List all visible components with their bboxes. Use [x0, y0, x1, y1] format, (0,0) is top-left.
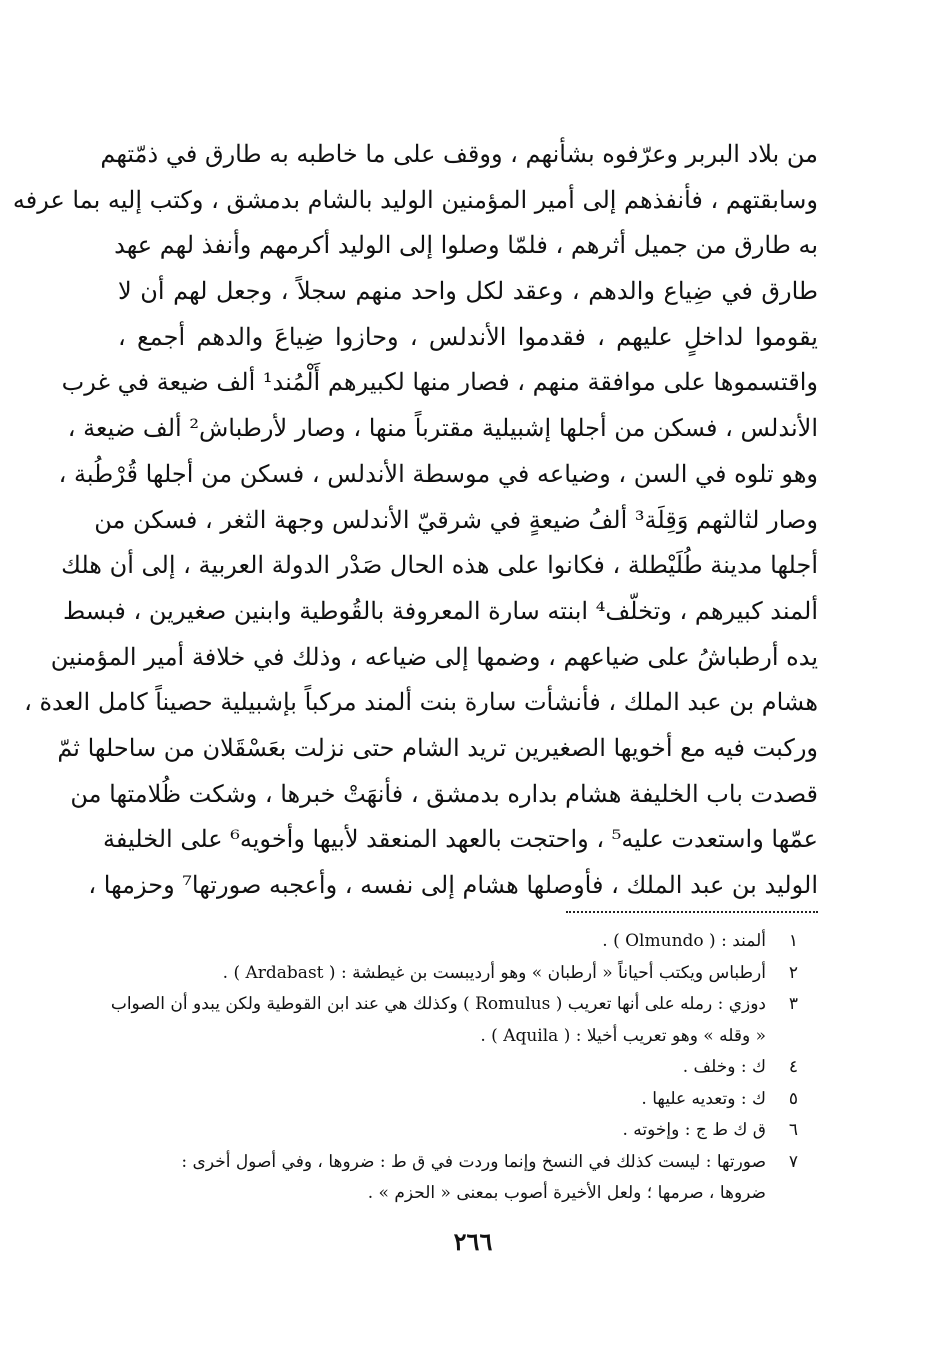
- footnote-text: ق ك ط ج : وإخوته .: [622, 1120, 766, 1140]
- footnote-number: ٧: [788, 1151, 798, 1172]
- footnote-continuation: « وقله » وهو تعريب أخيلا : ( Aquila ) .: [480, 1025, 766, 1046]
- footnote-number: ٦: [788, 1120, 798, 1140]
- footnote: [110, 989, 798, 1021]
- body-line: أجلها مدينة طُلَيْطلة ، فكانوا على هذه الحال صَدْر الدولة العربية ، إلى أن هلك: [61, 551, 818, 580]
- footnote: [118, 1115, 798, 1147]
- footnote: [118, 926, 798, 958]
- footnote-text: صورتها : ليست كذلك في النسخ وإنما وردت في ق ط : ضروها ، وفي أصول أخرى :: [181, 1151, 766, 1172]
- page-number: ٢٦٦: [453, 1227, 493, 1256]
- footnotes: [110, 926, 798, 1210]
- footnote-text: ك : وتعديه عليها .: [641, 1088, 766, 1109]
- footnote-text: ألمند : ( Olmundo ) .: [602, 931, 766, 951]
- body-line: وصار لثالثهم وَقِلَة³ ألفُ ضيعةٍ في شرقيّ الأندلس وجهة الثغر ، فسكن من: [94, 505, 818, 534]
- body-line: طارق في ضِياع والدهم ، وعقد لكل واحد منهم سجلاً ، وجعل لهم أن لا: [118, 277, 818, 306]
- footnote-continuation: ضروها ، صرمها ؛ ولعل الأخيرة أصوب بمعنى « الحزم » .: [367, 1183, 766, 1203]
- body-line: ألمند كبيرهم ، وتخلّف⁴ ابنته سارة المعروفة بالقُوطية وابنين صغيرين ، فبسط: [62, 596, 818, 625]
- body-line: وركبت فيه مع أخويها الصغيرين تريد الشام حتى نزلت بعَسْقَلان من ساحلها ثمّ: [57, 733, 818, 762]
- body-line: من بلاد البربر وعرّفوه بشأنهم ، ووقف على ما خاطبه به طارق في ذمّتهم: [100, 140, 818, 168]
- footnote-separator: [566, 911, 818, 913]
- body-line: الأندلس ، فسكن من أجلها إشبيلية مقترباً منها ، وصار لأرطباش² ألف ضيعة ،: [67, 414, 818, 443]
- body-line: عمّها واستعدت عليه⁵ ، واحتجت بالعهد المنعقد لأبيها وأخويه⁶ على الخليفة: [103, 825, 818, 854]
- footnote-number: ٢: [788, 962, 798, 983]
- body-line: يده أرطباشُ على ضياعهم ، وضمها إلى ضياعه ، وذلك في خلافة أمير المؤمنين: [50, 642, 818, 671]
- body-line: الوليد بن عبد الملك ، فأوصلها هشام إلى نفسه ، وأعجبه صورتها⁷ وحزمها ،: [88, 871, 818, 899]
- footnote-number: ٣: [788, 994, 798, 1014]
- footnote-number: ٥: [788, 1088, 798, 1109]
- footnote-text: أرطباس ويكتب أحياناً « أرطبان » وهو أرديبست بن غيطشة : ( Ardabast ) .: [222, 962, 766, 983]
- body-line: يقوموا لداخلٍ عليهم ، فقدموا الأندلس ، وحازوا ضِياعَ والدهم أجمع ،: [118, 322, 818, 351]
- footnote-text: ك : وخلف .: [682, 1057, 766, 1077]
- body-line: وسابقتهم ، فأنفذهم إلى أمير المؤمنين الوليد بالشام بدمشق ، وكتب إليه بما عرفه: [12, 185, 818, 214]
- body-text: [12, 132, 818, 909]
- footnote: [118, 1147, 798, 1179]
- body-line: قصدت باب الخليفة هشام بداره بدمشق ، فأنهَتْ خبرها ، وشكت ظُلامتها من: [70, 779, 818, 808]
- footnote-number: ٤: [788, 1057, 798, 1077]
- footnote: [118, 958, 798, 990]
- body-line: به طارق من جميل أثرهم ، فلمّا وصلوا إلى الوليد أكرمهم وأنفذ لهم عهد: [114, 231, 818, 260]
- body-line: وهو تلوه في السن ، وضياعه في موسطة الأندلس ، فسكن من أجلها قُرْطُبة ،: [58, 459, 818, 488]
- footnote: [118, 1052, 798, 1084]
- footnote-number: ١: [788, 931, 798, 951]
- footnote-text: دوزي : رمله على أنها تعريب ( Romulus ) وكذلك هي عند ابن القوطية ولكن يبدو أن الصواب: [110, 994, 766, 1014]
- footnote: [118, 1084, 798, 1116]
- body-line: واقتسموها على موافقة منهم ، فصار منها لكبيرهم أَلْمُند¹ ألف ضيعة في غرب: [61, 368, 818, 397]
- body-line: هشام بن عبد الملك ، فأنشأت سارة بنت ألمند مركباً بإشبيلية حصيناً كامل العدة ،: [24, 688, 818, 717]
